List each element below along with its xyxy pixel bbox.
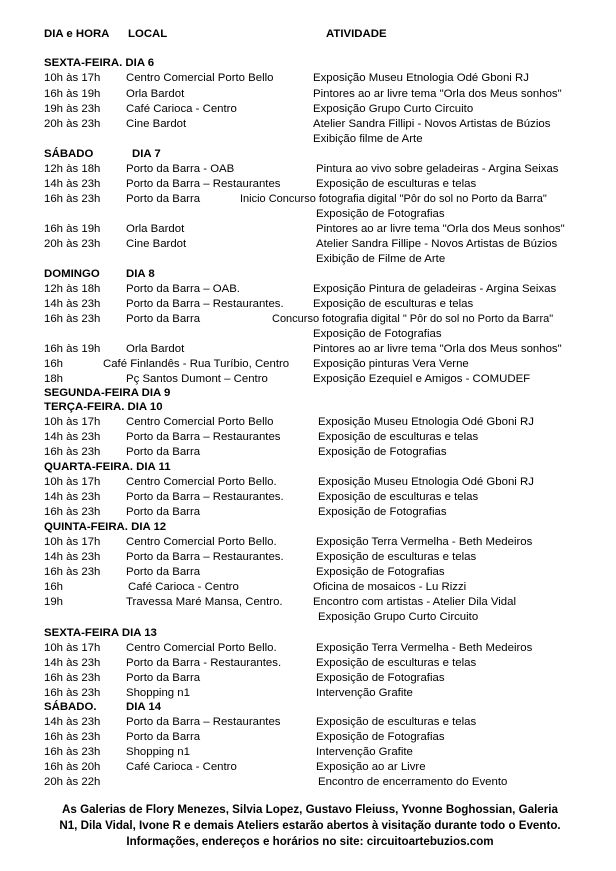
time: 14h às 23h [44,298,101,310]
activity: Exposição de esculturas e telas [316,716,477,728]
time: 10h às 17h [44,642,101,654]
activity: Exposição de Fotografias [316,731,445,743]
place: Cine Bardot [126,238,187,250]
place: Shopping n1 [126,746,190,758]
header-local: LOCAL [128,28,168,40]
activity: Exposição de Fotografias [316,566,445,578]
place: Porto da Barra – Restaurantes. [126,551,284,563]
time: 10h às 17h [44,72,101,84]
time: 16h às 23h [44,731,101,743]
footer-ateliers: N1, Dila Vidal, Ivone R e demais Ateliers estarão abertos à visitação durante todo o Evento. [59,819,561,832]
time: 14h às 23h [44,491,101,503]
time: 16h às 23h [44,672,101,684]
time: 20h às 22h [44,776,101,788]
place: Pç Santos Dumont – Centro [126,373,268,385]
time: 16h às 23h [44,746,101,758]
activity: Pintores ao ar livre tema "Orla dos Meus sonhos" [313,88,562,100]
place: Centro Comercial Porto Bello [126,416,274,428]
day-number: DIA 14 [126,701,162,713]
time: 18h [44,373,64,385]
place: Café Finlandês - Rua Turíbio, Centro [103,358,290,370]
activity: Oficina de mosaicos - Lu Rizzi [313,581,467,593]
activity: Exposição de esculturas e telas [316,178,477,190]
activity: Encontro com artistas - Atelier Dila Vidal [313,596,517,608]
activity: Exposição de esculturas e telas [316,657,477,669]
time: 16h às 23h [44,687,101,699]
time: 19h [44,596,64,608]
place: Porto da Barra – Restaurantes [126,716,281,728]
place: Centro Comercial Porto Bello. [126,476,277,488]
activity: Inicio Concurso fotografia digital "Pôr do sol no Porto da Barra" [240,193,547,205]
activity: Exposição de Fotografias [316,672,445,684]
place: Travessa Maré Mansa, Centro. [126,596,283,608]
day-heading: SEXTA-FEIRA. DIA 6 [44,57,155,69]
time: 16h às 19h [44,223,101,235]
place: Orla Bardot [126,343,185,355]
activity-extra: Exibição filme de Arte [313,133,423,145]
day-heading: TERÇA-FEIRA. DIA 10 [44,401,163,413]
footer-info-site: Informações, endereços e horários no site: circuitoartebuzios.com [126,835,494,848]
place: Porto da Barra [126,193,201,205]
time: 16h às 23h [44,446,101,458]
place: Porto da Barra – OAB. [126,283,240,295]
activity: Atelier Sandra Fillipe - Novos Artistas de Búzios [316,238,558,250]
place: Porto da Barra [126,506,201,518]
time: 10h às 17h [44,416,101,428]
day-heading: SEXTA-FEIRA DIA 13 [44,627,157,639]
place: Cine Bardot [126,118,187,130]
place: Porto da Barra - Restaurantes. [126,657,282,669]
activity: Exposição de esculturas e telas [313,298,474,310]
activity: Pintores ao ar livre tema "Orla dos Meus sonhos" [316,223,565,235]
place: Porto da Barra [126,566,201,578]
place: Centro Comercial Porto Bello [126,72,274,84]
time: 14h às 23h [44,178,101,190]
time: 16h às 23h [44,313,101,325]
time: 16h às 23h [44,193,101,205]
time: 16h [44,581,64,593]
time: 19h às 23h [44,103,101,115]
place: Orla Bardot [126,88,185,100]
time: 12h às 18h [44,283,101,295]
activity: Concurso fotografia digital " Pôr do sol no Porto da Barra" [272,313,554,325]
activity: Exposição Museu Etnologia Odé Gboni RJ [318,416,534,428]
activity: Intervenção Grafite [316,746,413,758]
activity: Exposição ao ar Livre [316,761,426,773]
time: 16h às 23h [44,506,101,518]
activity: Exposição de Fotografias [318,446,447,458]
time: 16h às 19h [44,343,101,355]
time: 14h às 23h [44,551,101,563]
day-heading: SÁBADO [44,148,94,160]
place: Porto da Barra – Restaurantes. [126,491,284,503]
place: Porto da Barra [126,731,201,743]
place: Café Carioca - Centro [128,581,239,593]
activity-extra: Exposição Grupo Curto Circuito [318,611,479,623]
day-number: DIA 7 [132,148,161,160]
activity-extra: Exibição de Filme de Arte [316,253,446,265]
time: 16h às 20h [44,761,101,773]
time: 14h às 23h [44,431,101,443]
day-heading: SÁBADO. [44,701,97,713]
activity: Exposição Terra Vermelha - Beth Medeiros [316,642,533,654]
time: 20h às 23h [44,118,101,130]
place: Porto da Barra [126,313,201,325]
time: 12h às 18h [44,163,101,175]
header-dia-hora: DIA e HORA [44,28,110,40]
place: Centro Comercial Porto Bello. [126,536,277,548]
time: 16h [44,358,64,370]
time: 20h às 23h [44,238,101,250]
place: Porto da Barra – Restaurantes [126,178,281,190]
time: 16h às 23h [44,566,101,578]
place: Orla Bardot [126,223,185,235]
header-atividade: ATIVIDADE [326,28,387,40]
place: Porto da Barra [126,446,201,458]
activity: Atelier Sandra Fillipi - Novos Artistas de Búzios [313,118,551,130]
place: Porto da Barra - OAB [126,163,235,175]
activity-extra: Exposição de Fotografias [313,328,442,340]
place: Café Carioca - Centro [126,103,237,115]
activity: Exposição Pintura de geladeiras - Argina Seixas [313,283,557,295]
activity: Exposição de esculturas e telas [318,431,479,443]
activity-extra: Exposição de Fotografias [316,208,445,220]
time: 14h às 23h [44,657,101,669]
time: 14h às 23h [44,716,101,728]
time: 10h às 17h [44,536,101,548]
activity: Intervenção Grafite [316,687,413,699]
day-heading: QUINTA-FEIRA. DIA 12 [44,521,167,533]
day-heading: SEGUNDA-FEIRA DIA 9 [44,387,171,399]
activity: Exposição pinturas Vera Verne [313,358,469,370]
place: Porto da Barra – Restaurantes. [126,298,284,310]
activity: Exposição Museu Etnologia Odé Gboni RJ [313,72,529,84]
activity: Exposição de esculturas e telas [318,491,479,503]
time: 10h às 17h [44,476,101,488]
activity: Exposição Terra Vermelha - Beth Medeiros [316,536,533,548]
activity: Exposição Museu Etnologia Odé Gboni RJ [318,476,534,488]
day-heading: DOMINGO [44,268,100,280]
place: Porto da Barra [126,672,201,684]
place: Porto da Barra – Restaurantes [126,431,281,443]
activity: Exposição de esculturas e telas [316,551,477,563]
activity: Exposição Ezequiel e Amigos - COMUDEF [313,373,531,385]
day-heading: QUARTA-FEIRA. DIA 11 [44,461,171,473]
activity: Pintura ao vivo sobre geladeiras - Argina Seixas [316,163,559,175]
place: Centro Comercial Porto Bello. [126,642,277,654]
activity: Encontro de encerramento do Evento [318,776,508,788]
time: 16h às 19h [44,88,101,100]
footer-galerias: As Galerias de Flory Menezes, Silvia Lopez, Gustavo Fleiuss, Yvonne Boghossian, Galeria [62,803,558,816]
day-number: DIA 8 [126,268,155,280]
place: Café Carioca - Centro [126,761,237,773]
place: Shopping n1 [126,687,190,699]
activity: Exposição Grupo Curto Circuito [313,103,474,115]
activity: Exposição de Fotografias [318,506,447,518]
activity: Pintores ao ar livre tema "Orla dos Meus sonhos" [313,343,562,355]
